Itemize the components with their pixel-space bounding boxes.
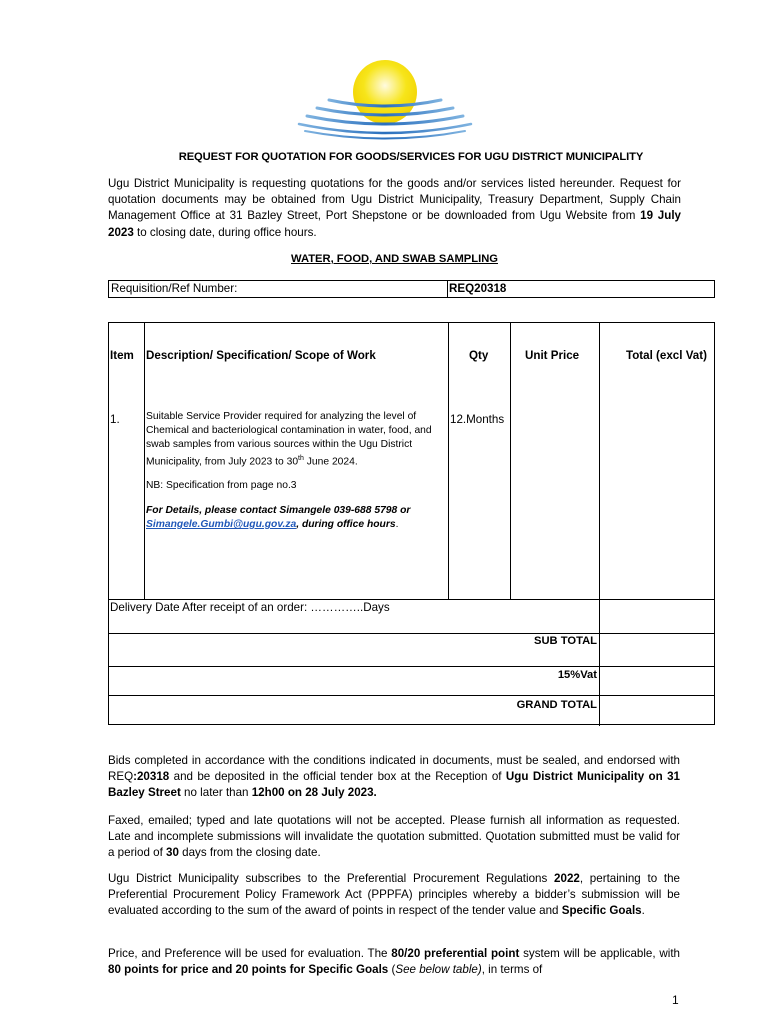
municipality-logo (295, 58, 475, 142)
late-submission-paragraph: Faxed, emailed; typed and late quotations will not be accepted. Please furnish all information as requested. Late and incomplete submissions will invalidate the quotation submitted. Quotation submitted must be valid for a period of 30 days from the closing date. (108, 814, 680, 860)
delivery-date: Delivery Date After receipt of an order: …………..Days (110, 601, 390, 614)
vat-label: 15%Vat (557, 669, 597, 681)
requisition-table (108, 280, 715, 298)
document-title: REQUEST FOR QUOTATION FOR GOODS/SERVICES FOR UGU DISTRICT MUNICIPALITY (178, 151, 644, 163)
specification-note: NB: Specification from page no.3 (146, 480, 297, 491)
item-number: 1. (110, 413, 120, 426)
grand-total-label: GRAND TOTAL (516, 699, 597, 711)
sub-total-label: SUB TOTAL (534, 635, 597, 647)
contact-email-link[interactable]: Simangele.Gumbi@ugu.gov.za (146, 519, 297, 530)
column-header-item: Item (110, 349, 134, 362)
requisition-number: REQ20318 (449, 282, 507, 295)
contact-details: For Details, please contact Simangele 039-688 5798 or Simangele.Gumbi@ugu.gov.za, during office hours. (146, 505, 411, 530)
submission-paragraph: Bids completed in accordance with the conditions indicated in documents, must be sealed, and endorsed with REQ:20318 and be deposited in the official tender box at the Reception of Ugu District Municipality on 31 Bazley Street no later than 12h00 on 28 July 2023. (108, 754, 680, 800)
evaluation-paragraph: Price, and Preference will be used for evaluation. The 80/20 preferential point system will be applicable, with 80 points for price and 20 points for Specific Goals (See below table), in terms of (108, 947, 680, 977)
intro-paragraph: Ugu District Municipality is requesting quotations for the goods and/or services listed hereunder. Request for quotation documents may be obtained from Ugu District Municipality, Treasury Department, Supply Chain Management Office at 31 Bazley Street, Port Shepstone or be downloaded from Ugu Website from 19 July 2023 to closing date, during office hours. (108, 177, 681, 239)
page-number: 1 (672, 993, 679, 1007)
column-header-total: Total (excl Vat) (626, 349, 707, 362)
column-header-description: Description/ Specification/ Scope of Work (146, 349, 376, 362)
column-header-qty: Qty (469, 349, 489, 362)
preferential-procurement-paragraph: Ugu District Municipality subscribes to the Preferential Procurement Regulations 2022, pertaining to the Preferential Procurement Policy Framework Act (PPPFA) principles whereby a bidder’s submission will be evaluated according to the sum of the award of points in respect of the tender value and Specific Goals. (108, 872, 681, 918)
column-header-unit-price: Unit Price (525, 349, 580, 362)
requisition-label: Requisition/Ref Number: (111, 282, 238, 295)
item-description: Suitable Service Provider required for analyzing the level of Chemical and bacteriological contamination in water, food, and swab samples from various sources within the Ugu District Municipality, from July 2023 to 30th June 2024. (146, 411, 432, 468)
section-heading: WATER, FOOD, AND SWAB SAMPLING (291, 253, 498, 265)
quotation-table (108, 322, 715, 725)
item-quantity: 12.Months (450, 413, 505, 426)
